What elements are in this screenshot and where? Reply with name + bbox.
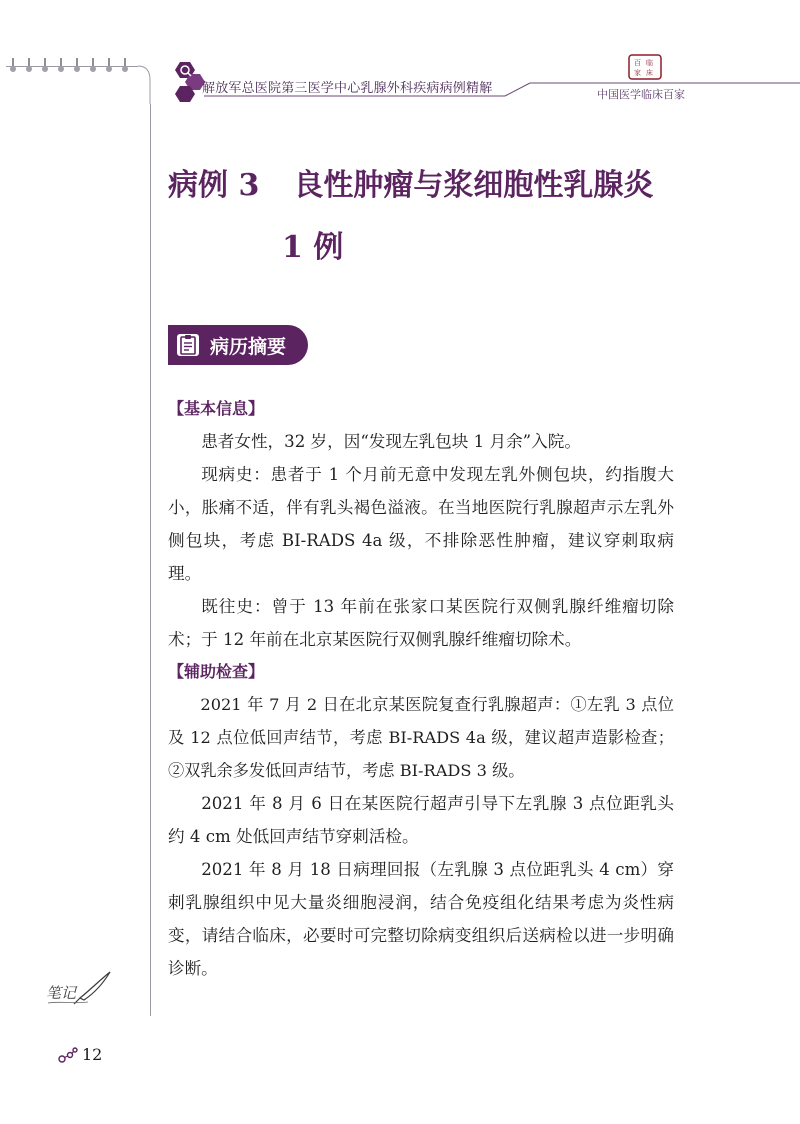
paragraph-chief-complaint: 患者女性，32 岁，因“发现左乳包块 1 月余”入院。 xyxy=(201,432,581,451)
paragraph-ultrasound: 2021 年 7 月 2 日在北京某医院复查行乳腺超声：①左乳 3 点位及 12 点位低回声结节，考虑 BI-RADS 4a 级，建议超声造影检查；②双乳余多发低回声结节，考虑 BI-RADS 3 级。 xyxy=(168,695,674,780)
publisher-seal-logo xyxy=(628,54,662,80)
molecule-icon xyxy=(58,1047,78,1063)
paragraph-past-history: 既往史：曾于 13 年前在张家口某医院行双侧乳腺纤维瘤切除术；于 12 年前在北京某医院行双侧乳腺纤维瘤切除术。 xyxy=(168,597,674,649)
page-number: 12 xyxy=(82,1045,103,1064)
aux-exam-heading: 【辅助检查】 xyxy=(168,662,265,681)
svg-text:床: 床 xyxy=(646,69,653,77)
svg-text:百: 百 xyxy=(634,59,641,67)
series-name: 中国医学临床百家 xyxy=(597,88,685,101)
basic-info-heading: 【基本信息】 xyxy=(168,399,265,418)
notes-quill-icon xyxy=(44,968,116,1008)
margin-rule xyxy=(150,104,151,1016)
case-number: 病例 3 xyxy=(168,168,260,203)
section-title: 病历摘要 xyxy=(210,335,287,358)
clipboard-icon xyxy=(174,331,202,359)
case-body xyxy=(168,393,674,985)
paragraph-present-illness: 现病史：患者于 1 个月前无意中发现左乳外侧包块，约指腹大小，胀痛不适，伴有乳头褐色溢液。在当地医院行乳腺超声示左乳外侧包块，考虑 BI-RADS 4a 级，不排除恶性肿瘤，建议穿刺取病理。 xyxy=(168,465,674,583)
svg-text:临: 临 xyxy=(646,59,653,67)
case-title xyxy=(168,160,653,204)
case-name-line1: 良性肿瘤与浆细胞性乳腺炎 xyxy=(293,168,654,203)
binder-pins-decoration xyxy=(6,58,138,78)
notes-label: 笔记 xyxy=(46,984,77,1002)
svg-text:家: 家 xyxy=(634,69,641,77)
book-title: 解放军总医院第三医学中心乳腺外科疾病病例精解 xyxy=(202,81,493,96)
case-name-line2: 1 例 xyxy=(282,230,344,265)
paragraph-biopsy: 2021 年 8 月 6 日在某医院行超声引导下左乳腺 3 点位距乳头约 4 cm 处低回声结节穿刺活检。 xyxy=(168,794,674,846)
section-badge xyxy=(168,325,308,365)
paragraph-pathology: 2021 年 8 月 18 日病理回报（左乳腺 3 点位距乳头 4 cm）穿刺乳腺组织中见大量炎细胞浸润，结合免疫组化结果考虑为炎性病变，请结合临床，必要时可完整切除病变组织后送病检以进一步明确诊断。 xyxy=(168,860,674,978)
